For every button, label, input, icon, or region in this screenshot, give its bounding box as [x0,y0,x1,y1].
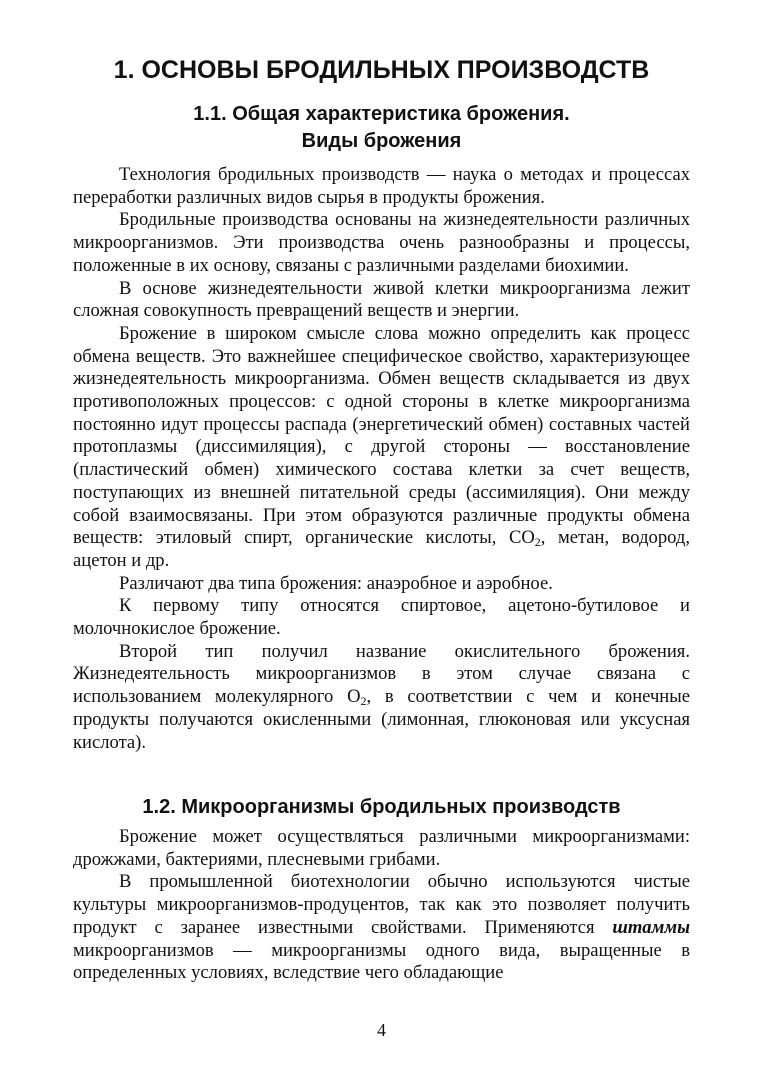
co2-formula [509,527,541,548]
co2-base: CO [508,527,535,549]
section-2-title: 1.2. Микроорганизмы бродильных производств [142,796,621,818]
o2-formula [347,686,366,707]
paragraph: Брожение может осуществляться различными микроорганизмами: дрожжами, бактериями, плесневыми грибами. [73,826,690,870]
paragraph-text: , метан, водород, ацетон и др. [73,527,690,571]
paragraph-text: микроорганизмов — микроорганизмы одного вида, выращенные в определенных условиях, вследствие чего обладающие [73,939,690,984]
paragraph: Различают два типа брожения: анаэробное и аэробное. [119,572,553,594]
paragraph-text: В промышленной биотехнологии обычно используются чистые культуры микроорганизмов-продуцентов, так как это позволяет получить продукт с заранее известными свойствами. Применяются [73,871,690,938]
section-1-title [0,101,763,155]
paragraph: Технология бродильных производств — наука о методах и процессах переработки различных видов сырья в продукты брожения. [73,164,690,208]
paragraph-text: Брожение в широком смысле слова можно определить как процесс обмена веществ. Это важнейшее специфическое свойство, характеризующее жизнедеятельность микроорганизма. Обмен веществ складывается из двух противоположных процессов: с одной стороны в клетке микроорганизма постоянно идут процессы распада (энергетический обмен) составных частей протоплазмы (диссимиляция), с другой стороны — восстановление (пластический обмен) химического состава клетки за счет веществ, поступающих из внешней питательной среды (ассимиляция). Они между собой взаимосвязаны. При этом образуются различные продукты обмена веществ: этиловый спирт, органические кислоты, [73,322,690,549]
section-2-body [73,826,690,985]
paragraph-text: Второй тип получил название окислительного брожения. Жизнедеятельность микроорганизмов в этом случае связана с использованием молекулярного [73,640,690,708]
emphasis-term: штаммы [612,916,690,938]
chapter-title: 1. ОСНОВЫ БРОДИЛЬНЫХ ПРОИЗВОДСТВ [113,56,650,84]
o2-base: O [347,686,361,708]
paragraph: Бродильные производства основаны на жизнедеятельности различных микроорганизмов. Эти производства очень разнообразны и процессы, положенные в их основу, связаны с различными разделами биохимии. [73,209,690,276]
paragraph: В основе жизнедеятельности живой клетки микроорганизма лежит сложная совокупность превращений веществ и энергии. [73,277,690,322]
section-1-title-line-2: Виды брожения [301,130,462,152]
o2-subscript: 2 [360,694,367,709]
co2-subscript: 2 [534,535,541,550]
section-1-body [73,164,690,754]
page-number: 4 [377,1020,386,1040]
paragraph [73,871,690,985]
paragraph: К первому типу относятся спиртовое, ацетоно-бутиловое и молочнокислое брожение. [73,595,690,640]
paragraph [73,323,690,573]
section-1-title-line-1: 1.1. Общая характеристика брожения. [193,103,570,125]
paragraph-text: , в соответствии с чем и конечные продукты получаются окисленными (лимонная, глюконовая или уксусная кислота). [73,686,690,753]
paragraph [73,641,690,755]
